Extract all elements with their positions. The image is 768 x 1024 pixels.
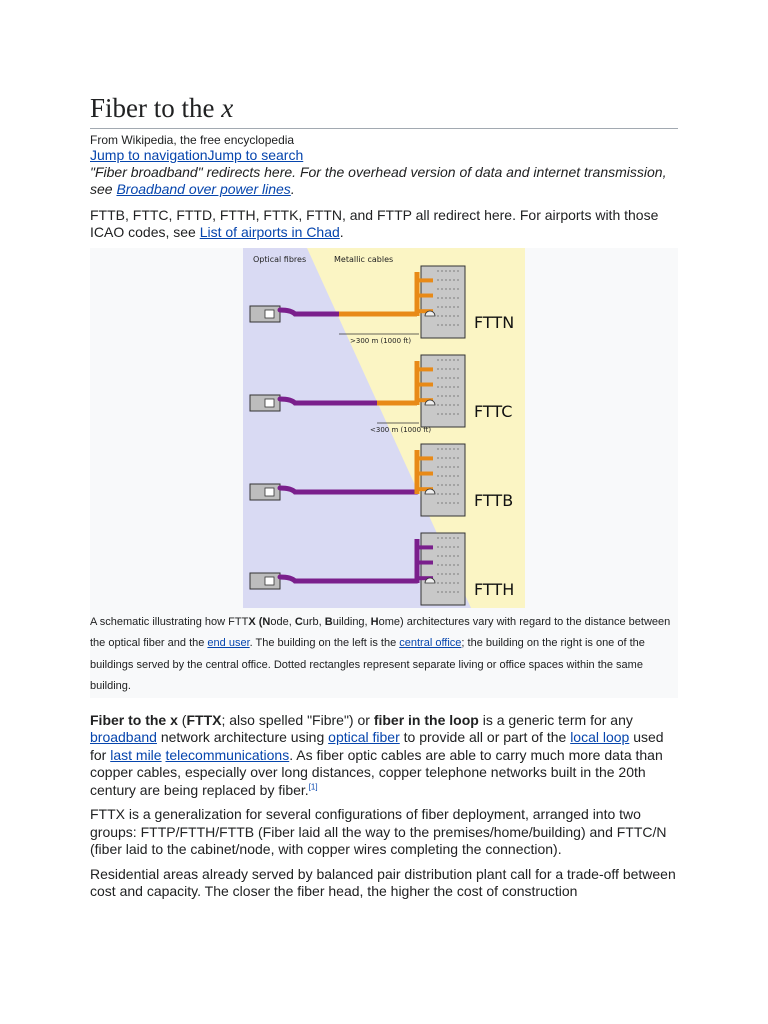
distance-label-curb: <300 m (1000 ft): [370, 425, 432, 434]
hatnote-end: .: [290, 180, 295, 197]
paragraph-text: is a generic term for any: [478, 711, 633, 728]
paragraph-text: (: [177, 711, 187, 728]
central-office-window: [265, 577, 274, 585]
paragraph-text: network architecture using: [156, 729, 329, 746]
caption-text: ome) architectures vary with regard to the distance between the optical fiber and the: [90, 615, 671, 650]
paragraph-text: to provide all or part of the: [399, 729, 571, 746]
term-bold: FTTX: [186, 711, 222, 728]
caption-text: A schematic illustrating how FTT: [90, 615, 249, 628]
hatnote: [90, 164, 678, 198]
served-building: [421, 533, 465, 605]
served-building: [421, 266, 465, 338]
title-variable: x: [221, 93, 234, 123]
hatnote-text: "Fiber broadband" redirects here. For the overhead version of data and internet transmission, see: [90, 163, 667, 197]
last-mile-link[interactable]: last mile: [110, 746, 162, 763]
jump-links: [90, 147, 678, 164]
served-building: [421, 355, 465, 427]
caption-text: . The building on the left is the: [249, 637, 400, 650]
site-tagline: From Wikipedia, the free encyclopedia: [90, 132, 295, 147]
article-content: [90, 92, 678, 901]
row-label-fttb: FTTB: [474, 490, 514, 510]
distance-label-node: >300 m (1000 ft): [350, 336, 412, 345]
caption-bold: N: [262, 615, 271, 628]
redirect-note: [90, 207, 678, 242]
caption-text: urb,: [302, 615, 325, 628]
caption-bold: B: [324, 615, 333, 628]
served-building: [421, 444, 465, 516]
jump-to-navigation-link[interactable]: Jump to navigation: [90, 146, 208, 163]
paragraph-text: ; also spelled "Fibre") or: [221, 711, 374, 728]
generalization-paragraph: FTTX is a generalization for several configurations of fiber deployment, arranged into two groups: FTTP/FTTH/FTTB (Fiber laid all the way to the premises/home/building) and FTTC/N (fiber laid to the cabinet/node, with copper wires completing the connection).: [90, 806, 667, 858]
redirect-end: .: [339, 224, 344, 241]
page-title: [90, 92, 678, 129]
title-text: Fiber to the: [90, 93, 222, 123]
figure-caption: [90, 608, 678, 698]
caption-text: ; the building on the right is one of the buildings served by the central office. Dotted rectangles represent separate living or office spaces within the same building.: [90, 637, 645, 693]
central-office-window: [265, 399, 274, 407]
broadband-over-power-lines-link[interactable]: Broadband over power lines: [116, 180, 291, 197]
residential-paragraph: Residential areas already served by balanced pair distribution plant call for a trade-off between cost and capacity. The closer the fiber head, the higher the cost of construction: [90, 865, 676, 900]
redirect-text: FTTB, FTTC, FTTD, FTTH, FTTK, FTTN, and FTTP all redirect here. For airports with those ICAO codes, see: [90, 206, 659, 241]
central-office-window: [265, 310, 274, 318]
caption-bold: C: [294, 615, 303, 628]
term-bold: Fiber to the x: [90, 711, 178, 728]
optical-fibres-label: Optical fibres: [253, 254, 307, 264]
paragraph-text: used for: [90, 729, 664, 763]
telecommunications-link[interactable]: telecommunications: [165, 746, 290, 763]
intro-paragraph: [90, 712, 678, 800]
row-label-fttc: FTTC: [474, 401, 513, 421]
fttx-diagram[interactable]: [243, 248, 525, 608]
caption-text: uilding,: [332, 615, 371, 628]
end-user-link[interactable]: end user: [207, 637, 250, 650]
row-label-ftth: FTTH: [474, 579, 515, 599]
caption-bold: H: [370, 615, 379, 628]
central-office-link[interactable]: central office: [399, 637, 462, 650]
local-loop-link[interactable]: local loop: [570, 729, 630, 746]
central-office-window: [265, 488, 274, 496]
list-of-airports-in-chad-link[interactable]: List of airports in Chad: [199, 224, 340, 241]
jump-to-search-link[interactable]: Jump to search: [207, 146, 304, 163]
optical-fiber-link[interactable]: optical fiber: [328, 729, 400, 746]
figure-thumbnail: [90, 248, 678, 698]
reference-link[interactable]: [1]: [308, 782, 318, 792]
paragraph-text: . As fiber optic cables are able to carry much more data than copper cables, especially over long distances, copper telephone networks built in the 20th century are being replaced by fiber.: [90, 746, 663, 798]
row-label-fttn: FTTN: [474, 312, 515, 332]
broadband-link[interactable]: broadband: [90, 729, 157, 746]
term-bold: fiber in the loop: [373, 711, 479, 728]
caption-bold: X (: [248, 615, 263, 628]
caption-text: ode,: [270, 615, 295, 628]
metallic-cables-label: Metallic cables: [334, 254, 394, 264]
